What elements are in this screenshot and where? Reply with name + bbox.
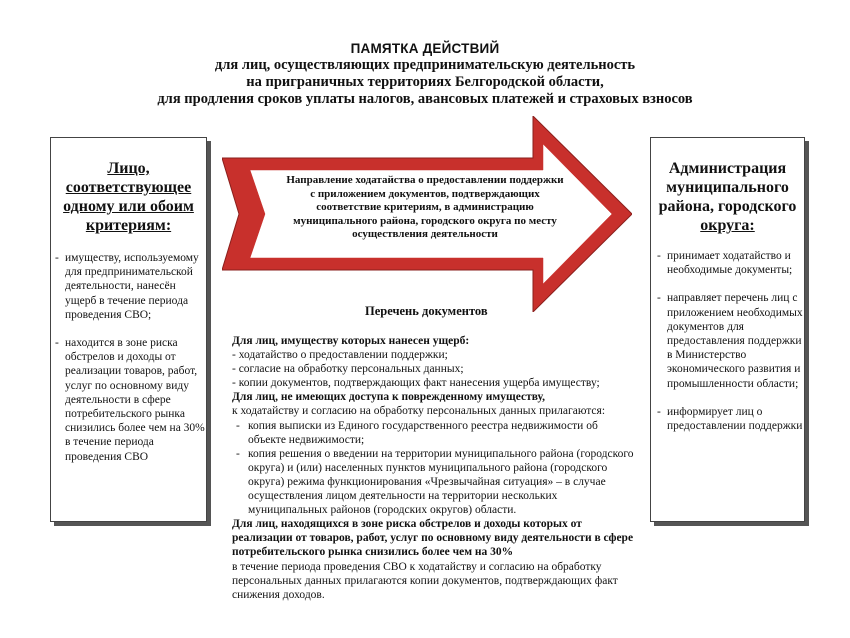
criteria-item-damage: - имуществу, используемому для предпринимательской деятельности, нанесён ущерб в течение периода проведения СВО;	[65, 251, 205, 322]
administration-box	[650, 137, 805, 522]
memo-subtitle-line-1: для лиц, осуществляющих предпринимательскую деятельность	[214, 57, 636, 73]
documents-group2-intro: к ходатайству и согласию на обработку персональных данных прилагаются:	[232, 405, 606, 418]
documents-group2-item-2: - копия решения о введении на территории муниципального района (городского округа) и (или) населенных пунктов муниципального района (городского округа) режима функционирования «Чрезвычайная ситуация» – в случае осуществления лицом деятельности на территории нескольких муниципальных районов (городских округов) области.	[248, 447, 638, 517]
documents-group2-item-1: - копия выписки из Единого государственного реестра недвижимости об объекте недвижимости;	[248, 419, 638, 447]
administration-title-line-2: муниципального	[666, 179, 789, 196]
memo-header	[0, 40, 850, 108]
memo-subtitle-line-3: для продления сроков уплаты налогов, авансовых платежей и страховых взносов	[157, 91, 693, 107]
applicant-criteria-box	[50, 137, 207, 522]
documents-group2-title: Для лиц, не имеющих доступа к поврежденному имуществу,	[232, 391, 546, 404]
criteria-item-income-drop: - находится в зоне риска обстрелов и доходы от реализации товаров, работ, услуг по основному виду деятельности в сфере потребительского рынка снизились более чем на 30% в течение периода проведения СВО	[65, 336, 205, 464]
applicant-criteria-list	[65, 251, 205, 464]
admin-action-accept: - принимает ходатайство и необходимые документы;	[667, 249, 803, 277]
flow-arrow-text: Направление ходатайства о предоставлении поддержки с приложением документов, подтверждающих соответствие критериям, в администрацию муниципального района, городского округа по месту осуществления деятельности	[286, 174, 564, 241]
administration-title-line-1: Администрация	[668, 160, 787, 177]
documents-section	[232, 334, 638, 602]
administration-title-line-4: округа:	[700, 217, 755, 234]
documents-group1-line-3: - копии документов, подтверждающих факт нанесения ущерба имуществу;	[232, 377, 600, 390]
memo-title: ПАМЯТКА ДЕЙСТВИЙ	[350, 41, 500, 56]
applicant-criteria-title: Лицо, соответствующее одному или обоим критериям:	[63, 160, 194, 234]
administration-title-line-3: района, городского	[658, 198, 797, 215]
documents-group1-line-2: - согласие на обработку персональных данных;	[232, 363, 464, 376]
admin-action-inform: - информирует лиц о предоставлении поддержки	[667, 405, 803, 433]
documents-title: Перечень документов	[365, 304, 488, 318]
administration-actions-list	[667, 249, 803, 433]
documents-group1-line-1: - ходатайство о предоставлении поддержки;	[232, 349, 448, 362]
admin-action-forward: - направляет перечень лиц с приложением необходимых документов для предоставления поддержки в Министерство экономического развития и промышленности области;	[667, 291, 803, 390]
documents-group3-text: в течение периода проведения СВО к ходатайству и согласию на обработку персональных данных прилагаются копии документов, подтверждающих факт снижения доходов.	[232, 560, 618, 601]
memo-subtitle-line-2: на приграничных территориях Белгородской области,	[246, 74, 604, 90]
documents-group2-list	[232, 419, 638, 518]
documents-group3-title: Для лиц, находящихся в зоне риска обстрелов и доходы которых от реализации от товаров, работ, услуг по основному виду деятельности в сфере потребительского рынка снизились более чем на 30%	[232, 518, 634, 559]
documents-group1-title: Для лиц, имуществу которых нанесен ущерб:	[232, 335, 470, 347]
administration-title	[651, 159, 804, 235]
